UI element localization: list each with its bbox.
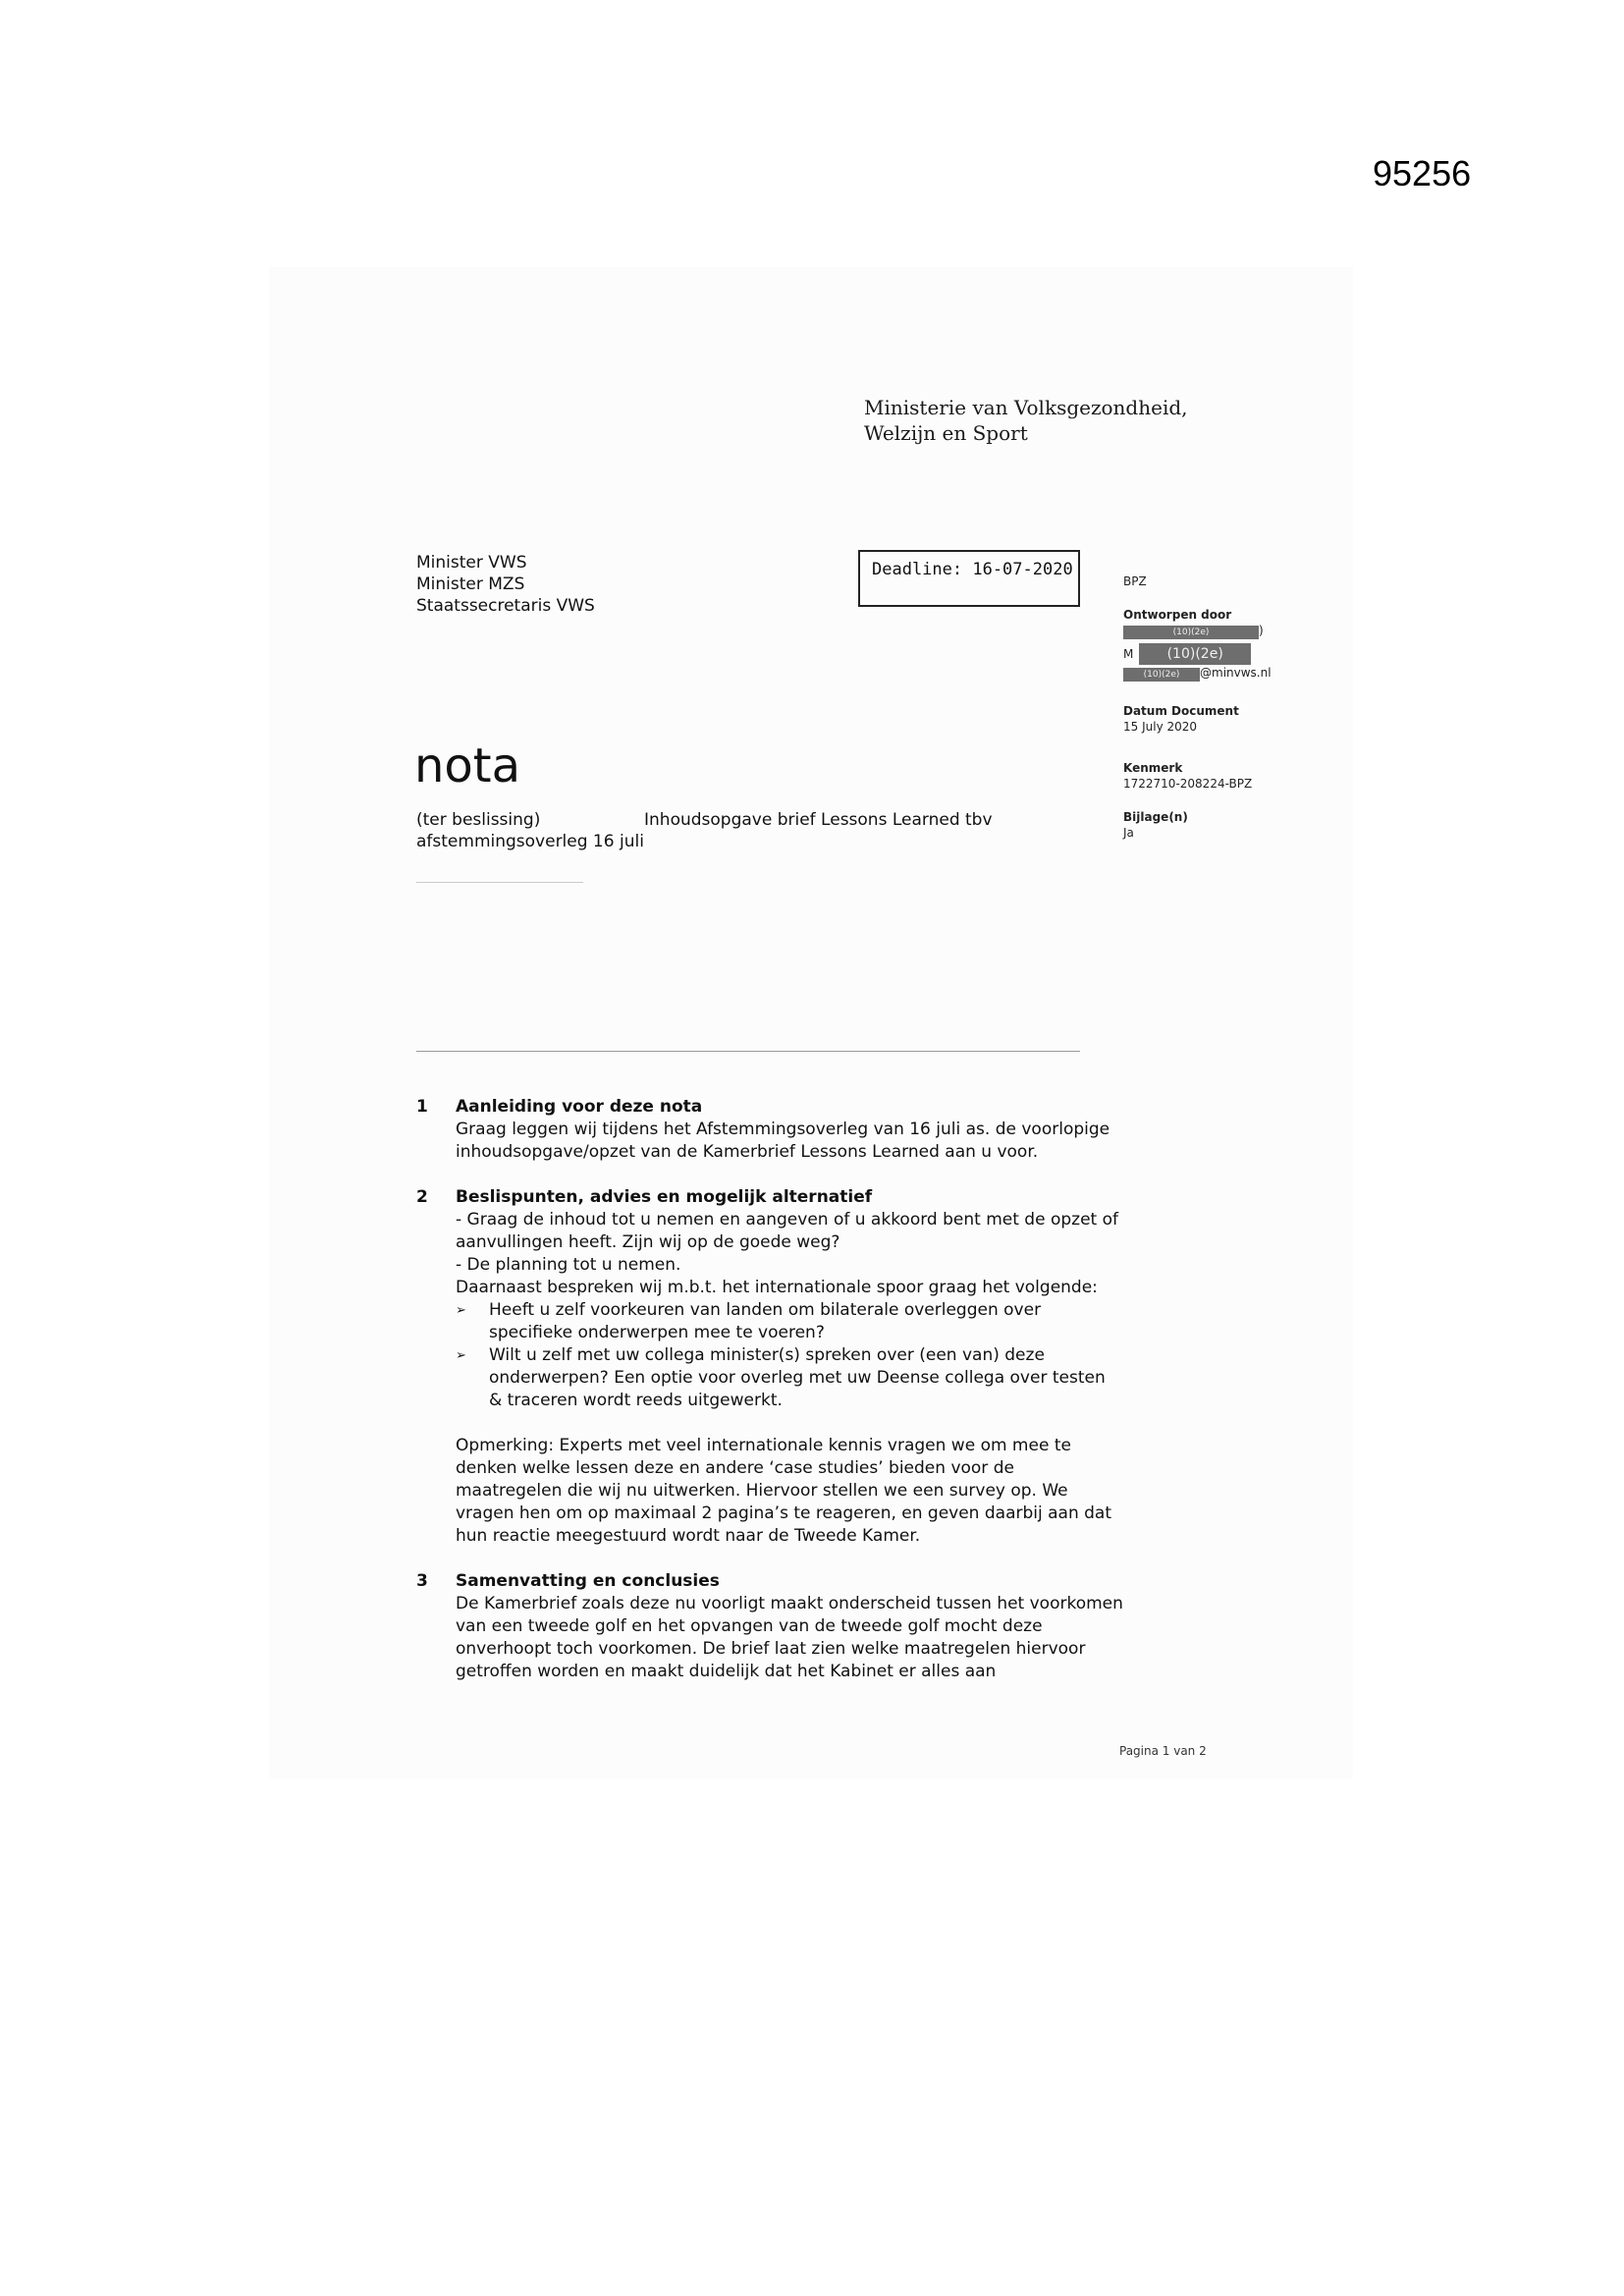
subject-title-continued: afstemmingsoverleg 16 juli <box>416 832 644 851</box>
ministry-line-1: Ministerie van Volksgezondheid, <box>864 396 1188 419</box>
document-body <box>416 1096 1123 1706</box>
recipient: Minister MZS <box>416 574 525 594</box>
document-number: 95256 <box>1373 153 1472 193</box>
list-item-text: Heeft u zelf voorkeuren van landen om bilaterale overleggen over specifieke onderwerpen mee te voeren? <box>489 1300 1042 1342</box>
attachments-value: Ja <box>1123 826 1134 840</box>
subject-line <box>416 809 1025 852</box>
section-1 <box>416 1096 1123 1164</box>
international-intro: Daarnaast bespreken wij m.b.t. het internationale spoor graag het volgende: <box>456 1278 1098 1297</box>
document-type-title: nota <box>414 738 521 793</box>
deadline-text: Deadline: 16-07-2020 <box>872 560 1073 579</box>
meta-date <box>1123 703 1320 735</box>
section-heading: Beslispunten, advies en mogelijk alternatief <box>456 1187 873 1207</box>
attachments-label: Bijlage(n) <box>1123 810 1188 824</box>
redaction-bar-email: (10)(2e) <box>1123 668 1200 682</box>
section-number: 2 <box>416 1187 428 1207</box>
ministry-name <box>864 395 1188 446</box>
subject-title: Inhoudsopgave brief Lessons Learned tbv <box>644 810 993 830</box>
subject-tag: (ter beslissing) <box>416 810 541 830</box>
meta-department <box>1123 574 1320 589</box>
m-prefix: M <box>1123 647 1134 661</box>
reference-value: 1722710-208224-BPZ <box>1123 777 1253 791</box>
section-3 <box>416 1570 1123 1683</box>
meta-designed-by <box>1123 607 1320 682</box>
divider-long <box>416 1051 1080 1052</box>
meta-attachments <box>1123 809 1320 841</box>
date-value: 15 July 2020 <box>1123 720 1198 734</box>
list-item-text: Wilt u zelf met uw collega minister(s) spreken over (een van) deze onderwerpen? Een optie voor overleg met uw Deense collega over testen & traceren wordt reeds uitgewerkt. <box>489 1345 1106 1410</box>
email-suffix: @minvws.nl <box>1200 666 1272 680</box>
bullet-list <box>456 1299 1123 1412</box>
designed-by-label: Ontworpen door <box>1123 608 1232 622</box>
recipient: Staatssecretaris VWS <box>416 596 595 616</box>
section-2 <box>416 1186 1123 1548</box>
redaction-bar: (10)(2e) <box>1123 626 1259 639</box>
list-item <box>456 1299 1123 1344</box>
redaction-bar-large: (10)(2e) <box>1139 643 1251 665</box>
section-number: 3 <box>416 1571 428 1591</box>
section-heading: Samenvatting en conclusies <box>456 1571 720 1591</box>
list-item <box>456 1344 1123 1412</box>
arrow-bullet-icon: ➢ <box>456 1303 466 1318</box>
decision-point-1: - Graag de inhoud tot u nemen en aangeven of u akkoord bent met de opzet of aanvullingen heeft. Zijn wij op de goede weg? <box>456 1210 1118 1252</box>
section-number: 1 <box>416 1097 428 1117</box>
department-value: BPZ <box>1123 574 1147 588</box>
section-heading: Aanleiding voor deze nota <box>456 1097 703 1117</box>
ministry-line-2: Welzijn en Sport <box>864 421 1028 445</box>
arrow-bullet-icon: ➢ <box>456 1348 466 1363</box>
date-label: Datum Document <box>1123 704 1239 718</box>
recipient: Minister VWS <box>416 553 527 573</box>
redaction-paren: ) <box>1259 624 1264 637</box>
divider-short <box>416 882 583 883</box>
meta-column <box>1123 574 1320 858</box>
recipients <box>416 552 595 617</box>
redaction-row-email <box>1123 665 1320 682</box>
reference-label: Kenmerk <box>1123 761 1183 775</box>
decision-point-2: - De planning tot u nemen. <box>456 1255 681 1275</box>
page-indicator: Pagina 1 van 2 <box>1119 1744 1207 1758</box>
meta-reference <box>1123 760 1320 792</box>
remark-text: Opmerking: Experts met veel internationale kennis vragen we om mee te denken welke lessen deze en andere ‘case studies’ bieden voor de maatregelen die wij nu uitwerken. Hiervoor stellen we een survey op. We vragen hen om op maximaal 2 pagina’s te reageren, en geven daarbij aan dat hun reactie meegestuurd wordt naar de Tweede Kamer. <box>456 1436 1112 1546</box>
redaction-row-m <box>1123 643 1320 665</box>
section-text: Graag leggen wij tijdens het Afstemmingsoverleg van 16 juli as. de voorlopige inhoudsopgave/opzet van de Kamerbrief Lessons Learned aan u voor. <box>456 1120 1110 1162</box>
section-text: De Kamerbrief zoals deze nu voorligt maakt onderscheid tussen het voorkomen van een tweede golf en het opvangen van de tweede golf mocht deze onverhoopt toch voorkomen. De brief laat zien welke maatregelen hiervoor getroffen worden en maakt duidelijk dat het Kabinet er alles aan <box>456 1594 1123 1681</box>
deadline-box <box>858 550 1080 607</box>
